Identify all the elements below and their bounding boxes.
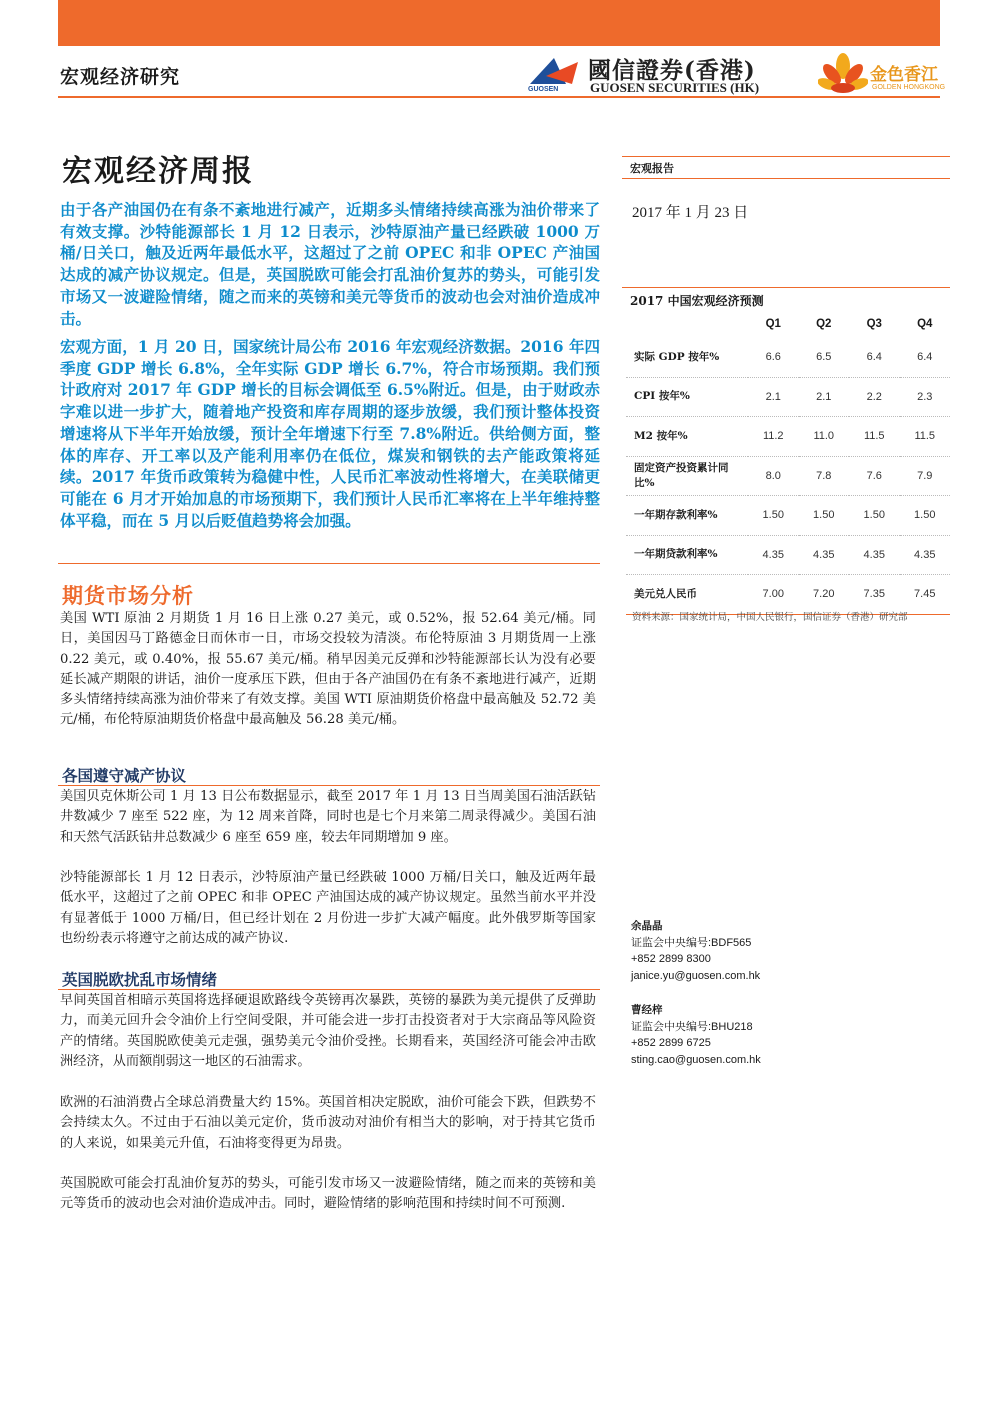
forecast-row xyxy=(626,575,950,615)
subsection-divider-1 xyxy=(58,785,600,786)
subsection-2-paragraph-3: 英国脱欧可能会打乱油价复苏的势头，可能引发市场又一波避险情绪，随之而来的英镑和美元等货币的波动也会对油价造成冲击。同时，避险情绪的影响范围和持续时间不可预测. xyxy=(60,1176,596,1212)
forecast-col-q3: Q3 xyxy=(866,318,882,330)
header-divider xyxy=(58,96,940,98)
summary-paragraph-1: 由于各产油国仍在有条不紊地进行减产，近期多头情绪持续高涨为油价带来了有效支撑。沙特能源部长 1 月 12 日表示，沙特原油产量已经跌破 1000 万桶/日关口，触及近两年最低水平，这超过了之前 OPEC 和非 OPEC 产油国达成的减产协议规定。但是，英国脱欧可能会打乱油价复苏的势头，可能引发市场又一波避险情绪，随之而来的英镑和美元等货币的波动也会对油价造成冲击。 xyxy=(60,200,600,328)
analyst-license: 证监会中央编号:BHU218 xyxy=(631,1020,753,1033)
report-type-label: 宏观报告 xyxy=(630,162,674,175)
forecast-col-q2: Q2 xyxy=(816,318,832,330)
guosen-logo-en: GUOSEN SECURITIES (HK) xyxy=(590,80,760,95)
forecast-cell: 4.35 xyxy=(762,548,784,561)
forecast-cell: 2.1 xyxy=(816,390,832,403)
forecast-cell: 7.00 xyxy=(762,588,784,601)
analyst-card-2 xyxy=(631,1002,761,1068)
forecast-cell: 1.50 xyxy=(762,509,784,522)
forecast-cell: 6.4 xyxy=(917,351,933,364)
golden-hongkong-cn: 金色香江 xyxy=(870,65,938,85)
forecast-row-label: 实际 GDP 按年% xyxy=(634,350,720,363)
analyst-email[interactable]: janice.yu@guosen.com.hk xyxy=(631,969,761,982)
subsection-divider-2 xyxy=(58,989,600,990)
guosen-logo xyxy=(526,52,796,96)
subsection-1-paragraph-1: 美国贝克休斯公司 1 月 13 日公布数据显示，截至 2017 年 1 月 13 日当周美国石油活跃钻井数减少 7 座至 522 座，为 12 周来首降，同时也是七个月来第二周录得减少。美国石油和天然气活跃钻井总数减少 6 座至 659 座，较去年同期增加 9 座。 xyxy=(60,789,596,845)
subsection-2-paragraph-2: 欧洲的石油消费占全球总消费量大约 15%。英国首相决定脱欧，油价可能会下跌，但跌势不会持续太久。不过由于石油以美元定价，货币波动对油价有相当大的影响，对于持其它货币的人来说，如果美元升值，石油将变得更为昂贵。 xyxy=(60,1095,596,1151)
forecast-cell: 1.50 xyxy=(863,509,885,522)
forecast-col-q4: Q4 xyxy=(917,318,933,330)
forecast-row xyxy=(626,456,950,496)
summary-paragraph-2: 宏观方面，1 月 20 日，国家统计局公布 2016 年宏观经济数据。2016 年四季度 GDP 增长 6.8%，全年实际 GDP 增长 6.7%，符合市场预期。我们预计政府对 2017 年 GDP 增长的目标会调低至 6.5%附近。但是，由于财政赤字难以进一步扩大，随着地产投资和库存周期的逐步放缓，我们预计整体投资增速将从下半年开始放缓，预计全年增速下行至 7.8%附近。供给侧方面，整体的库存、开工率以及产能利用率仍在低位，煤炭和钢铁的去产能政策将延续。2017 年货币政策转为稳健中性，人民币汇率波动性将增大，在美联储更可能在 6 月才开始加息的市场预期下，我们预计人民币汇率将在上半年维持整体平稳，而在 5 月以后贬值趋势将会加强。 xyxy=(60,337,600,530)
analyst-license: 证监会中央编号:BDF565 xyxy=(631,936,752,949)
forecast-cell: 2.1 xyxy=(765,390,781,403)
forecast-cell: 7.9 xyxy=(917,469,933,482)
forecast-cell: 4.35 xyxy=(813,548,835,561)
forecast-col-q1: Q1 xyxy=(765,318,781,330)
forecast-row-label: CPI 按年% xyxy=(634,390,690,403)
report-series-label: 宏观经济研究 xyxy=(60,66,181,88)
forecast-cell: 7.6 xyxy=(866,469,882,482)
forecast-table xyxy=(626,310,950,615)
analyst-phone: +852 2899 6725 xyxy=(631,1037,711,1049)
subsection-title-1: 各国遵守减产协议 xyxy=(62,766,187,785)
forecast-row-label: M2 按年% xyxy=(634,429,688,442)
sidebar-top-line xyxy=(622,156,950,157)
guosen-logo-small-text: GUOSEN xyxy=(528,86,559,93)
analyst-card-1 xyxy=(631,918,760,984)
report-date: 2017 年 1 月 23 日 xyxy=(632,205,749,221)
forecast-header-row xyxy=(626,310,950,338)
forecast-cell: 2.3 xyxy=(917,390,933,403)
forecast-row xyxy=(626,338,950,377)
forecast-row-label: 一年期贷款利率% xyxy=(634,548,718,561)
section-title: 期货市场分析 xyxy=(62,583,194,608)
forecast-row xyxy=(626,496,950,536)
section-intro-paragraph: 美国 WTI 原油 2 月期货 1 月 16 日上涨 0.27 美元，或 0.52%，报 52.64 美元/桶。同日，美国因马丁路德金日而休市一日，市场交投较为清淡。布伦特原油 3 月期货周一上涨 0.22 美元，或 0.40%，报 55.67 美元/桶。稍早因美元反弹和沙特能源部长认为没有必要延长减产期限的讲话，油价一度承压下跌，但由于各产油国仍在有条不紊地进行减产，近期多头情绪持续高涨为油价带来了有效支撑。美国 WTI 原油期货价格盘中最高触及 52.72 美元/桶，布伦特原油期货价格盘中最高触及 56.28 美元/桶。 xyxy=(60,611,596,728)
forecast-row xyxy=(626,417,950,457)
flower-icon xyxy=(818,52,868,98)
golden-hongkong-en: GOLDEN HONGKONG xyxy=(872,84,946,91)
forecast-cell: 6.4 xyxy=(866,351,882,364)
analyst-email[interactable]: sting.cao@guosen.com.hk xyxy=(631,1053,761,1066)
guosen-mark-icon xyxy=(526,54,582,88)
forecast-source-note: 资料来源：国家统计局，中国人民银行，国信证券（香港）研究部 xyxy=(632,612,908,623)
report-type-divider xyxy=(622,178,950,179)
analyst-name: 余晶晶 xyxy=(631,920,663,932)
page-title: 宏观经济周报 xyxy=(62,154,254,189)
forecast-cell: 7.20 xyxy=(813,588,835,601)
forecast-cell: 1.50 xyxy=(813,509,835,522)
forecast-title: 2017 中国宏观经济预测 xyxy=(630,294,764,308)
forecast-cell: 7.8 xyxy=(816,469,832,482)
forecast-row-label: 固定资产投资累计同比% xyxy=(634,461,729,489)
forecast-row xyxy=(626,377,950,417)
subsection-1-paragraph-2: 沙特能源部长 1 月 12 日表示，沙特原油产量已经跌破 1000 万桶/日关口，触及近两年最低水平，这超过了之前 OPEC 和非 OPEC 产油国达成的减产协议规定。虽然当前水平并没有显著低于 1000 万桶/日，但已经计划在 2 月份进一步扩大减产幅度。此外俄罗斯等国家也纷纷表示将遵守之前达成的减产协议. xyxy=(60,870,596,946)
subsection-title-2: 英国脱欧扰乱市场情绪 xyxy=(62,970,218,989)
forecast-cell: 6.5 xyxy=(816,351,832,364)
forecast-cell: 1.50 xyxy=(914,509,936,522)
summary-divider xyxy=(58,563,600,564)
analyst-phone: +852 2899 8300 xyxy=(631,953,711,965)
subsection-2-paragraph-1: 早间英国首相暗示英国将选择硬退欧路线令英镑再次暴跌，英镑的暴跌为美元提供了反弹助力，而美元回升会令油价上行空间受限，并可能会进一步打击投资者对于大宗商品等风险资产的情绪。英国脱欧使美元走强，强势美元令油价受挫。长期看来，英国经济可能会冲击欧洲经济，从而额削弱这一地区的石油需求。 xyxy=(60,993,596,1069)
forecast-row-label: 美元兑人民币 xyxy=(634,587,697,600)
analyst-name: 曹经梓 xyxy=(631,1004,663,1016)
golden-hongkong-logo xyxy=(818,52,958,98)
forecast-cell: 7.35 xyxy=(863,588,885,601)
guosen-logo-cn: 國信證券(香港) xyxy=(588,57,756,84)
forecast-header-blank xyxy=(626,310,748,338)
forecast-cell: 11.2 xyxy=(762,430,784,443)
forecast-cell: 4.35 xyxy=(863,548,885,561)
top-color-bar xyxy=(58,0,940,46)
forecast-cell: 11.0 xyxy=(813,430,835,443)
forecast-cell: 11.5 xyxy=(863,430,885,443)
forecast-cell: 7.45 xyxy=(914,588,936,601)
forecast-row-label: 一年期存款利率% xyxy=(634,508,718,521)
forecast-row xyxy=(626,535,950,575)
forecast-cell: 11.5 xyxy=(914,430,936,443)
forecast-top-line xyxy=(622,287,950,288)
forecast-cell: 2.2 xyxy=(866,390,882,403)
forecast-cell: 4.35 xyxy=(914,548,936,561)
forecast-cell: 6.6 xyxy=(765,351,781,364)
forecast-cell: 8.0 xyxy=(765,469,781,482)
